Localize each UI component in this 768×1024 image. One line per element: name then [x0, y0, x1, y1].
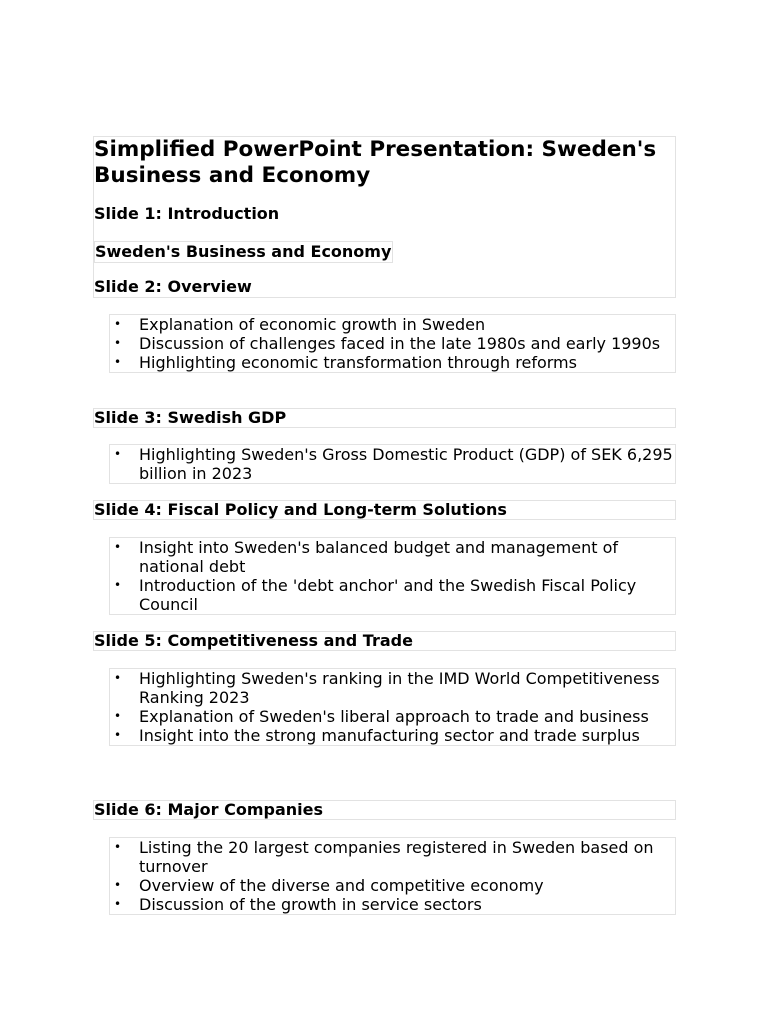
bullet-icon: • — [114, 709, 122, 723]
slide-3-heading-box — [93, 408, 676, 428]
list-item: • Highlighting Sweden's ranking in the IMD World Competitiveness Ranking 2023 — [114, 669, 660, 707]
bullet-icon: • — [114, 840, 122, 854]
list-item: • Discussion of the growth in service sectors — [114, 895, 482, 914]
slide-6-bullets — [109, 837, 676, 915]
bullet-icon: • — [114, 447, 122, 461]
bullet-icon: • — [114, 878, 122, 892]
bullet-icon: • — [114, 897, 122, 911]
slide-1-heading: Slide 1: Introduction — [94, 204, 280, 223]
bullet-icon: • — [114, 336, 122, 350]
title-section — [93, 136, 676, 298]
list-item: • Explanation of Sweden's liberal approach to trade and business — [114, 707, 649, 726]
slide-4-heading-box — [93, 500, 676, 520]
bullet-icon: • — [114, 671, 122, 685]
slide-2-heading: Slide 2: Overview — [94, 277, 252, 296]
list-item: • Overview of the diverse and competitive economy — [114, 876, 544, 895]
slide-5-heading: Slide 5: Competitiveness and Trade — [94, 631, 413, 650]
document — [93, 136, 676, 914]
document-title: Simplified PowerPoint Presentation: Sweden's Business and Economy — [94, 137, 657, 188]
slide-4-bullets — [109, 537, 676, 615]
list-item: • Insight into Sweden's balanced budget and management of national debt — [114, 538, 618, 576]
bullet-icon: • — [114, 540, 122, 554]
list-item: • Highlighting Sweden's Gross Domestic Product (GDP) of SEK 6,295 billion in 2023 — [114, 445, 673, 483]
slide-1-subtitle: Sweden's Business and Economy — [95, 242, 392, 261]
bullet-icon: • — [114, 728, 122, 742]
list-item: • Explanation of economic growth in Sweden — [114, 315, 486, 334]
list-item: • Introduction of the 'debt anchor' and the Swedish Fiscal Policy Council — [114, 576, 637, 614]
list-item: • Insight into the strong manufacturing sector and trade surplus — [114, 726, 640, 745]
slide-5-heading-box — [93, 631, 676, 651]
slide-4-heading: Slide 4: Fiscal Policy and Long-term Solutions — [94, 500, 507, 519]
slide-3-heading: Slide 3: Swedish GDP — [94, 408, 287, 427]
list-item: • Discussion of challenges faced in the late 1980s and early 1990s — [114, 334, 661, 353]
slide-6-heading-box — [93, 800, 676, 820]
slide-5-bullets — [109, 668, 676, 746]
bullet-icon: • — [114, 578, 122, 592]
list-item: • Listing the 20 largest companies registered in Sweden based on turnover — [114, 838, 654, 876]
bullet-icon: • — [114, 317, 122, 331]
slide-3-bullets — [109, 444, 676, 484]
slide-2-bullets — [109, 314, 676, 373]
list-item: • Highlighting economic transformation through reforms — [114, 353, 577, 372]
slide-6-heading: Slide 6: Major Companies — [94, 800, 324, 819]
bullet-icon: • — [114, 355, 122, 369]
